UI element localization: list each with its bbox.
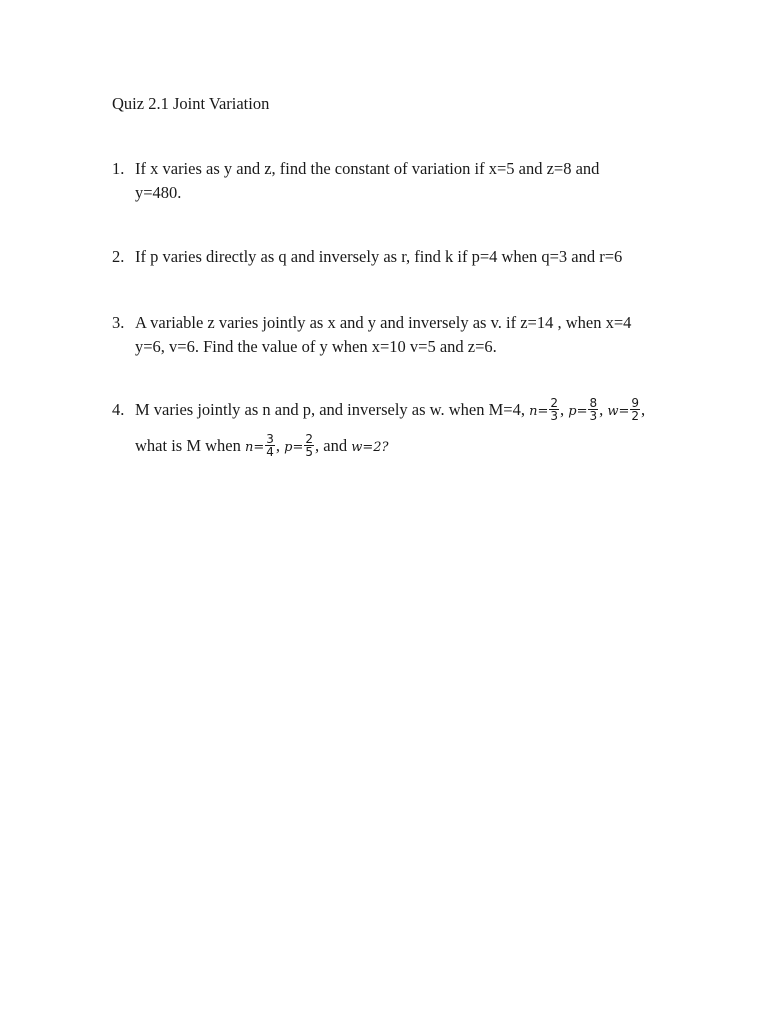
question-line: If x varies as y and z, find the constant of variation if x=5 and z=8 and (135, 159, 600, 178)
fraction-w (630, 397, 640, 422)
numerator: 3 (266, 431, 274, 446)
numerator: 9 (631, 395, 640, 410)
question-line: y=480. (135, 183, 182, 202)
question-number: 2. (112, 247, 125, 266)
comma: , (641, 400, 646, 419)
question-line-2 (135, 431, 712, 460)
quiz-title: Quiz 2.1 Joint Variation (112, 94, 270, 113)
denominator: 5 (305, 444, 314, 459)
question-line: If p varies directly as q and inversely as r, find k if p=4 when q=3 and r=6 (135, 247, 623, 266)
question-4 (112, 395, 712, 460)
question-text (135, 311, 712, 359)
fraction-p (588, 397, 598, 422)
question-text-b: what is M when (135, 436, 245, 455)
numerator: 2 (550, 395, 558, 410)
denominator: 2 (631, 408, 640, 423)
math-var-p: p= (568, 404, 588, 419)
math-var-p: p= (284, 440, 304, 455)
denominator: 3 (589, 408, 598, 423)
math-var-w: w= (607, 404, 630, 419)
question-line: y=6, v=6. Find the value of y when x=10 v=5 and z=6. (135, 337, 497, 356)
fraction-n (265, 433, 275, 458)
question-number: 4. (112, 400, 125, 419)
question-3 (112, 311, 712, 359)
fraction-p (304, 433, 314, 458)
fraction-n (549, 397, 559, 422)
math-var-w: w=2? (351, 440, 389, 455)
question-text (135, 245, 712, 269)
question-text-a: M varies jointly as n and p, and inversely as w. when M=4, (135, 400, 530, 419)
comma: , (275, 436, 281, 455)
question-2 (112, 245, 712, 269)
numerator: 8 (589, 395, 598, 410)
question-number: 1. (112, 159, 125, 178)
question-text-c: , and (315, 436, 352, 455)
question-line: A variable z varies jointly as x and y and inversely as v. if z=14 , when x=4 (135, 313, 632, 332)
math-var-n: n= (529, 404, 549, 419)
numerator: 2 (305, 431, 314, 446)
comma: , (599, 400, 604, 419)
comma: , (560, 400, 565, 419)
question-text (135, 157, 712, 205)
math-var-n: n= (245, 440, 265, 455)
denominator: 4 (266, 444, 274, 459)
denominator: 3 (550, 408, 558, 423)
question-1 (112, 157, 712, 205)
question-text (135, 395, 712, 460)
question-number: 3. (112, 313, 125, 332)
